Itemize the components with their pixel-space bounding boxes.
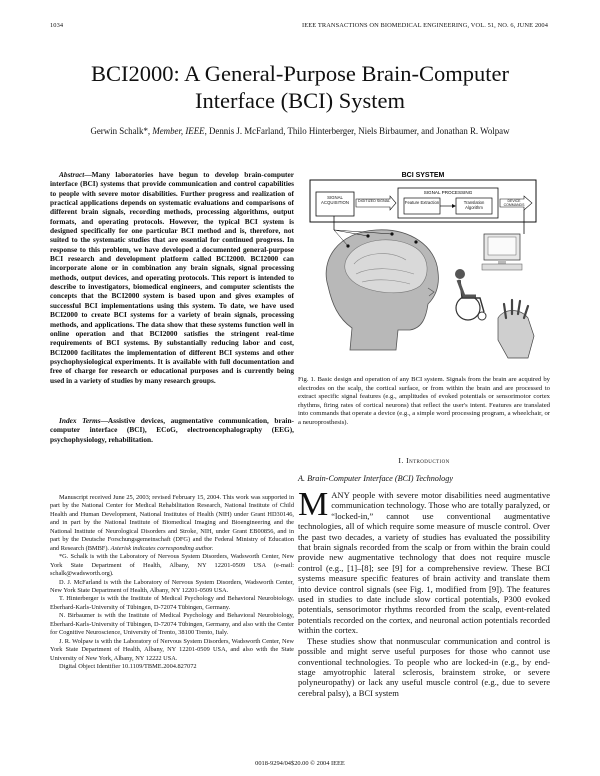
- author-first: Gerwin Schalk*,: [90, 126, 153, 136]
- index-terms-lead: Index Terms: [59, 416, 101, 425]
- head-illustration: [326, 230, 438, 350]
- feature-extraction-text: Feature Extraction: [404, 200, 440, 205]
- footnote-birbaumer: N. Birbaumer is with the Institute of Medical Psychology and Behavioral Neurobiology, Eberhard-Karls-University of Tübingen, D-72074 Tübingen, Germany, and also with the Center for Cognitive Neuroscience, University of Trento, 38100 Trento, Italy.: [50, 612, 294, 637]
- signal-acquisition-text: SIGNAL ACQUISITION: [321, 195, 349, 205]
- figure-caption: Fig. 1. Basic design and operation of any BCI system. Signals from the brain are acquired by electrodes on the scalp, the cortical surface, or from within the brain and are processed to extract specific signal features (e.g., amplitudes of evoked potentials or sensorimotor cortex rhythms, firing rates of cortical neurons) that reflect the user's intent. Features are translated into commands that operate a device (e.g., a simple word processing program, a wheelchair, or a neuroprosthesis).: [298, 376, 550, 426]
- signal-processing-label: SIGNAL PROCESSING: [423, 190, 473, 195]
- footnote-hinterberger: T. Hinterberger is with the Institute of Medical Psychology and Behavioral Neurobiology, Eberhard-Karls-University of Tübingen, D-72074 Tübingen, Germany.: [50, 595, 294, 611]
- device-commands-text: DEVICE COMMANDS: [503, 199, 525, 207]
- author-rest: , Dennis J. McFarland, Thilo Hinterberger, Niels Birbaumer, and Jonathan R. Wolpaw: [204, 126, 510, 136]
- index-terms-text: —Assistive devices, augmentative communication, brain-computer interface (BCI), ECoG, electroencephalography (EEG), psychophysiology, rehabilitation.: [50, 416, 295, 444]
- paper-title: [0, 60, 600, 114]
- abstract-lead: Abstract: [59, 170, 85, 179]
- author-list: [0, 126, 600, 136]
- title-line-1: BCI2000: A General-Purpose Brain-Computer: [90, 61, 510, 86]
- copyright-line: 0018-9294/04$20.00 © 2004 IEEE: [255, 760, 345, 767]
- footnote-schalk: *G. Schalk is with the Laboratory of Nervous System Disorders, Wadsworth Center, New York State Department of Health, Albany, NY 12201-0509 USA (e-mail: schalk@wadsworth.org).: [50, 553, 294, 578]
- wheelchair-icon: [455, 269, 486, 320]
- footnote-wolpaw: J. R. Wolpaw is with the Laboratory of Nervous System Disorders, Wadsworth Center, New York State Department of Health, Albany, NY 12201-0509 USA, and also with the State University of New York, Albany, NY 12222 USA.: [50, 637, 294, 662]
- footnotes: [50, 494, 294, 672]
- footnote-manuscript: Manuscript received June 25, 2003; revised February 15, 2004. This work was supported in part by the National Center for Medical Rehabilitation Research, National Institute of Child Health and Human Development, National Institutes of Health (NIH) under Grant HD30146, and in part by the National Institute of Biomedical Imaging and Bioengineering and the National Institute of Neurological Disorders and Stroke, NIH, under Grant EB00856, and in part by the Deutsche Forschungsgemeinschaft (DFG) and the Federal Ministry of Education and Research (BMBF). Asterisk indicates corresponding author.: [50, 494, 294, 552]
- computer-icon: [482, 234, 522, 270]
- body-paragraph-1: MANY people with severe motor disabilities need augmentative communication technology. Those who are totally paralyzed, or “locked-in,” cannot use conventional augmentative technologies, all of which require some measure of muscle control. Over the past two decades, a variety of studies has evaluated the possibility that brain signals recorded from the scalp or from within the brain could provide new augmentative technology that does not require muscle control (e.g., [1]–[8]; see [9] for a comprehensive review. These BCI systems measure specific features of brain activity and translate them into device control signals (see Fig. 1, modified from [9]). The features used in studies to date include slow cortical potentials, P300 evoked potentials, sensorimotor rhythms recorded from the scalp, event-related potentials recorded on the cortex, and neuronal action potentials recorded within the cortex.: [298, 486, 550, 636]
- drop-cap: M: [298, 486, 329, 523]
- subsection-heading: A. Brain-Computer Interface (BCI) Technology: [298, 474, 454, 483]
- bci-system-label: BCI SYSTEM: [401, 172, 445, 179]
- journal-header: IEEE TRANSACTIONS ON BIOMEDICAL ENGINEERING, VOL. 51, NO. 6, JUNE 2004: [302, 22, 548, 29]
- translation-algorithm-text: Translation Algorithm: [463, 200, 485, 210]
- digitized-signal-text: DIGITIZED SIGNAL: [358, 199, 390, 203]
- body-paragraph-2: These studies show that nonmuscular communication and control is possible and might serve useful purposes for those who cannot use conventional technologies. To people who are locked-in (e.g., by end-stage amyotrophic lateral sclerosis, brainstem stroke, or severe polyneuropathy) or lack any useful muscle control (e.g., due to severe cerebral palsy), a BCI system: [298, 635, 550, 698]
- page-number: 1034: [50, 22, 64, 29]
- prosthesis-hand-icon: [498, 300, 534, 358]
- footnote-asterisk-note: Asterisk indicates corresponding author.: [110, 544, 214, 552]
- abstract-text: —Many laboratories have begun to develop brain-computer interface (BCI) systems that provide communication and control capabilities to people with severe motor disabilities. Further progress and realization of practical applications depends on systematic evaluations and comparisons of different brain signals, recording methods, processing algorithms, output formats, and operating protocols. However, the typical BCI system is designed specifically for one particular BCI method and is, therefore, not suited to the systematic studies that are essential for continued progress. In response to this problem, we have developed a documented general-purpose BCI research and development platform called BCI2000. BCI2000 can incorporate alone or in combination any brain signals, signal processing methods, output devices, and operating protocols. This report is intended to describe to investigators, biomedical engineers, and computer scientists the concepts that the BCI2000 system is based upon and gives examples of successful BCI implementations using this system. To date, we have used BCI2000 to create BCI systems for a variety of brain signals, processing methods, and applications. The data show that these systems function well in online operation and that BCI2000 satisfies the stringent real-time requirements of BCI systems. By substantially reducing labor and cost, BCI2000 facilitates the implementation of different BCI systems and other psychophysiological experiments. It is available with full documentation and free of charge for research or educational purposes and is currently being used in a variety of studies by many research groups.: [50, 170, 294, 385]
- body-text: [298, 486, 550, 698]
- abstract: [50, 170, 294, 385]
- index-terms: [50, 416, 294, 444]
- footnote-doi: Digital Object Identifier 10.1109/TBME.2004.827072: [59, 663, 197, 671]
- figure-1: [298, 168, 550, 368]
- author-role: Member, IEEE: [152, 126, 205, 136]
- title-line-2: Interface (BCI) System: [195, 88, 405, 113]
- section-heading: I. Introduction: [398, 456, 450, 465]
- footnote-mcfarland: D. J. McFarland is with the Laboratory of Nervous System Disorders, Wadsworth Center, New York State Department of Health, Albany, NY 12201-0509 USA.: [50, 578, 294, 594]
